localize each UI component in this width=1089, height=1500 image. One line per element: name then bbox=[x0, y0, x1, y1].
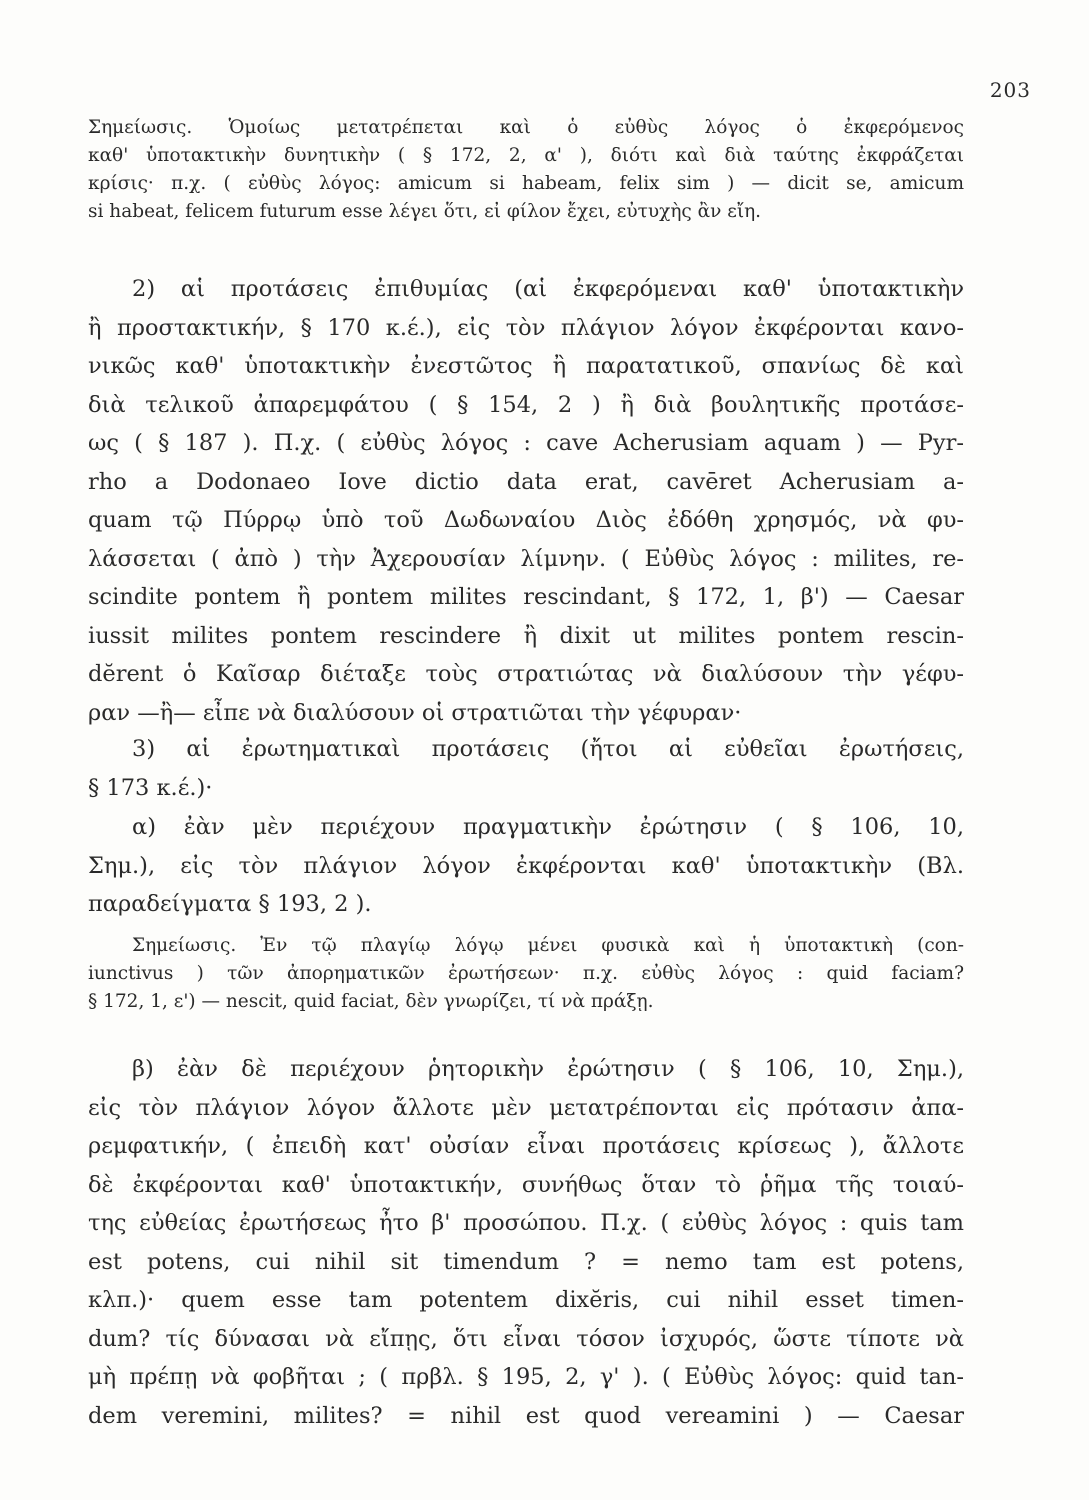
note-remark-2 bbox=[88, 932, 964, 1016]
text-line: iunctivus ) τῶν ἀπορηματικῶν ἐρωτήσεων· π.χ. εὐθὺς λόγος : quid faciam? bbox=[88, 963, 964, 984]
note-remark-1 bbox=[88, 114, 964, 226]
text-line: 2) αἱ προτάσεις ἐπιθυμίας (αἱ ἐκφερόμεναι καθ' ὑποτακτικὴν bbox=[132, 276, 964, 302]
text-line: § 172, 1, ε') — nescit, quid faciat, δὲν γνωρίζει, τί νὰ πράξῃ. bbox=[88, 991, 654, 1012]
section-3-interrogative-clauses bbox=[88, 730, 964, 807]
text-line: παραδείγματα § 193, 2 ). bbox=[88, 891, 372, 917]
text-line: ἢ προστακτικήν, § 170 κ.έ.), εἰς τὸν πλάγιον λόγον ἐκφέρονται κανο- bbox=[88, 314, 964, 341]
text-line: ως ( § 187 ). Π.χ. ( εὐθὺς λόγος : cave Acherusiam aquam ) — Pyr- bbox=[88, 430, 964, 456]
text-line: διὰ τελικοῦ ἀπαρεμφάτου ( § 154, 2 ) ἢ διὰ βουλητικῆς προτάσε- bbox=[88, 391, 964, 418]
text-line: rho a Dodonaeo Iove dictio data erat, cavēret Acherusiam a- bbox=[88, 468, 964, 495]
text-line: νικῶς καθ' ὑποτακτικὴν ἐνεστῶτος ἢ παρατατικοῦ, σπανίως δὲ καὶ bbox=[88, 353, 964, 379]
text-line: dem veremini, milites? = nihil est quod vereamini ) — Caesar bbox=[88, 1402, 964, 1429]
text-line: dum? τίς δύνασαι νὰ εἴπῃς, ὅτι εἶναι τόσον ἰσχυρός, ὥστε τίποτε νὰ bbox=[88, 1325, 964, 1352]
text-line: μὴ πρέπῃ νὰ φοβῆται ; ( πρβλ. § 195, 2, γ' ). ( Εὐθὺς λόγος: quid tan- bbox=[88, 1364, 964, 1390]
text-line: dĕrent ὁ Καῖσαρ διέταξε τοὺς στρατιώτας νὰ διαλύσουν τὴν γέφυ- bbox=[88, 661, 964, 687]
subsection-alpha bbox=[88, 808, 964, 924]
text-line: est potens, cui nihil sit timendum ? = nemo tam est potens, bbox=[88, 1248, 964, 1275]
text-line: Σημείωσις. Ὁμοίως μετατρέπεται καὶ ὁ εὐθὺς λόγος ὁ ἐκφερόμενος bbox=[88, 117, 964, 138]
section-2-desire-clauses bbox=[88, 270, 964, 732]
text-line: της εὐθείας ἐρωτήσεως ἦτο β' προσώπου. Π.χ. ( εὐθὺς λόγος : quis tam bbox=[88, 1210, 964, 1236]
text-line: κλπ.)· quem esse tam potentem dixĕris, cui nihil esset timen- bbox=[88, 1287, 964, 1313]
text-line: εἰς τὸν πλάγιον λόγον ἄλλοτε μὲν μετατρέπονται εἰς πρότασιν ἀπα- bbox=[88, 1094, 964, 1121]
text-line: § 173 κ.έ.)· bbox=[88, 774, 213, 801]
page-number: 203 bbox=[989, 78, 1031, 102]
text-line: δὲ ἐκφέρονται καθ' ὑποτακτικήν, συνήθως ὅταν τὸ ῥῆμα τῆς τοιαύ- bbox=[88, 1171, 964, 1198]
subsection-beta bbox=[88, 1050, 964, 1435]
text-line: 3) αἱ ἐρωτηματικαὶ προτάσεις (ἤτοι αἱ εὐθεῖαι ἐρωτήσεις, bbox=[132, 736, 964, 762]
text-line: Σημ.), εἰς τὸν πλάγιον λόγον ἐκφέρονται καθ' ὑποτακτικὴν (Βλ. bbox=[88, 852, 964, 879]
text-line: ρεμφατικήν, ( ἐπειδὴ κατ' οὐσίαν εἶναι προτάσεις κρίσεως ), ἄλλοτε bbox=[88, 1133, 964, 1159]
text-line: α) ἐὰν μὲν περιέχουν πραγματικὴν ἐρώτησιν ( § 106, 10, bbox=[132, 814, 964, 840]
text-line: κρίσις· π.χ. ( εὐθὺς λόγος: amicum si habeam, felix sim ) — dicit se, amicum bbox=[88, 173, 964, 194]
text-line: καθ' ὑποτακτικὴν δυνητικὴν ( § 172, 2, α' ), διότι καὶ διὰ ταύτης ἐκφράζεται bbox=[88, 145, 964, 166]
text-line: Σημείωσις. Ἐν τῷ πλαγίῳ λόγῳ μένει φυσικὰ καὶ ἡ ὑποτακτικὴ (con- bbox=[132, 935, 964, 956]
text-line: λάσσεται ( ἀπὸ ) τὴν Ἀχερουσίαν λίμνην. ( Εὐθὺς λόγος : milites, re- bbox=[88, 545, 964, 572]
text-line: si habeat, felicem futurum esse λέγει ὅτι, εἰ φίλον ἔχει, εὐτυχὴς ἂν εἴη. bbox=[88, 201, 762, 222]
text-line: β) ἐὰν δὲ περιέχουν ῥητορικὴν ἐρώτησιν ( § 106, 10, Σημ.), bbox=[132, 1056, 964, 1082]
text-line: quam τῷ Πύρρῳ ὑπὸ τοῦ Δωδωναίου Διὸς ἐδόθη χρησμός, νὰ φυ- bbox=[88, 507, 964, 533]
text-line: iussit milites pontem rescindere ἢ dixit ut milites pontem rescin- bbox=[88, 622, 964, 649]
text-line: ραν —ἢ— εἶπε νὰ διαλύσουν οἱ στρατιῶται τὴν γέφυραν· bbox=[88, 699, 742, 726]
text-line: scindite pontem ἢ pontem milites rescindant, § 172, 1, β') — Caesar bbox=[88, 584, 964, 610]
